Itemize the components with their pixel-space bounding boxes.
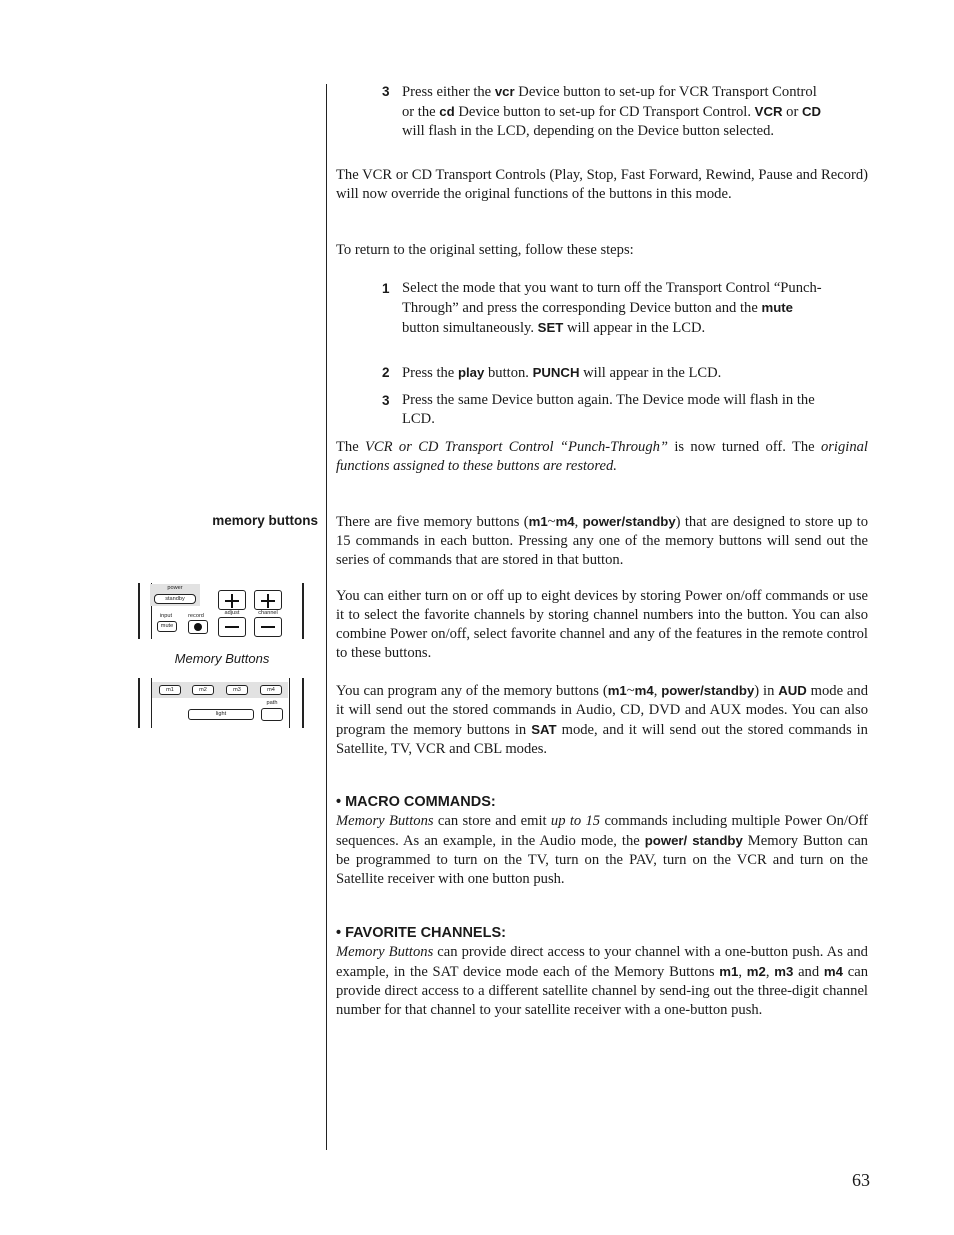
- m2-button: m2: [192, 685, 214, 695]
- punch-off-paragraph: The VCR or CD Transport Control “Punch-Through” is now turned off. The original functions assigned to these buttons are restored.: [336, 439, 868, 474]
- macro-heading: • MACRO COMMANDS:: [336, 794, 496, 810]
- vcr-key: vcr: [494, 84, 515, 99]
- remote-top-panel: [138, 583, 306, 641]
- macro-commands-section: • MACRO COMMANDS: Memory Buttons can store and emit up to 15 commands including multiple Power On/Off sequences. As an example, in the Audio mode, the power/ standby Memory Button can be programmed to turn on the TV, turn on the PAV, turn on the VCR and turn on the Satellite receiver with one button push.: [336, 794, 868, 887]
- return-step-2: 2 Press the play button. PUNCH will appear in the LCD.: [382, 365, 722, 381]
- favorite-channels-section: • FAVORITE CHANNELS: Memory Buttons can provide direct access to your channel with a one-button push. As and example, in the SAT device mode each of the Memory Buttons m1, m2, m3 and m4 can provide direct access to a different satellite channel by send-ing out the three-digit channel number for that channel to your satellite receiver with a one-button push.: [336, 925, 869, 1018]
- record-label: record: [188, 613, 204, 619]
- minus-icon: [261, 626, 275, 628]
- remote-edge-left: [138, 678, 140, 728]
- light-button: light: [188, 709, 254, 720]
- step-vcr-cd: 3 Press either the vcr Device button to set-up for VCR Transport Control or the cd Device button to set-up for CD Transport Control. VCR or CD will flash in the LCD, depending on the Device button selected.: [382, 84, 822, 139]
- cd-key: cd: [439, 104, 455, 119]
- remote-edge-right: [302, 678, 304, 728]
- power-label: power: [167, 585, 183, 591]
- standby-button: standby: [154, 594, 196, 604]
- adjust-down-button: [218, 617, 246, 637]
- set-indicator: SET: [537, 320, 564, 335]
- remote-edge-left: [138, 583, 140, 639]
- path-label: path: [266, 700, 278, 706]
- remote-bottom-panel: [138, 678, 306, 728]
- channel-label: channel: [258, 610, 278, 616]
- m3-button: m3: [226, 685, 248, 695]
- memory-paragraph-2: You can either turn on or off up to eight devices by storing Power on/off commands or use it to select the favorite channels by storing channel numbers into the button. You can also combine Power on/off, select favorite channel and any of the features in the remote control to these buttons.: [336, 588, 868, 661]
- side-heading-memory-buttons: memory buttons: [212, 513, 318, 528]
- step-number: 3: [382, 84, 390, 99]
- path-button: [261, 708, 283, 721]
- punch-indicator: PUNCH: [532, 365, 580, 380]
- adjust-label: adjust: [224, 610, 240, 616]
- input-label: input: [159, 613, 173, 619]
- mute-key: mute: [761, 300, 793, 315]
- column-divider: [326, 84, 327, 1150]
- remote-edge-right: [302, 583, 304, 639]
- record-button: [188, 620, 208, 634]
- minus-icon: [225, 626, 239, 628]
- m4-button: m4: [260, 685, 282, 695]
- mute-button: mute: [157, 621, 177, 632]
- record-icon: [194, 623, 202, 631]
- adjust-up-button: [218, 590, 246, 610]
- override-paragraph: The VCR or CD Transport Controls (Play, Stop, Fast Forward, Rewind, Pause and Record) will now override the original functions of the buttons in this mode.: [336, 167, 868, 202]
- channel-up-button: [254, 590, 282, 610]
- channel-down-button: [254, 617, 282, 637]
- m1-button: m1: [159, 685, 181, 695]
- remote-edge-inner-right: [289, 678, 290, 728]
- memory-paragraph-1: There are five memory buttons (m1~m4, power/standby) that are designed to store up to 15 commands in each button. Pressing any one of the memory buttons will send out the series of commands that are stored in that button.: [336, 514, 869, 568]
- page-number: 63: [852, 1170, 870, 1190]
- return-step-3: 3 Press the same Device button again. The Device mode will flash in the LCD.: [382, 392, 815, 427]
- plus-icon-vertical: [267, 594, 269, 608]
- return-step-1: 1 Select the mode that you want to turn off the Transport Control “Punch-Through” and press the corresponding Device button and the mute button simultaneously. SET will appear in the LCD.: [382, 280, 822, 336]
- memory-paragraph-3: You can program any of the memory buttons (m1~m4, power/standby) in AUD mode and it will send out the stored commands in Audio, CD, DVD and AUX modes. You can also program the memory buttons in SAT mode, and it will send out the stored commands in Satellite, TV, VCR and CBL modes.: [336, 683, 868, 757]
- favorite-heading: • FAVORITE CHANNELS:: [336, 925, 506, 941]
- plus-icon-vertical: [231, 594, 233, 608]
- play-key: play: [457, 365, 485, 380]
- return-paragraph: To return to the original setting, follow these steps:: [336, 242, 634, 258]
- figure-caption: Memory Buttons: [174, 651, 270, 666]
